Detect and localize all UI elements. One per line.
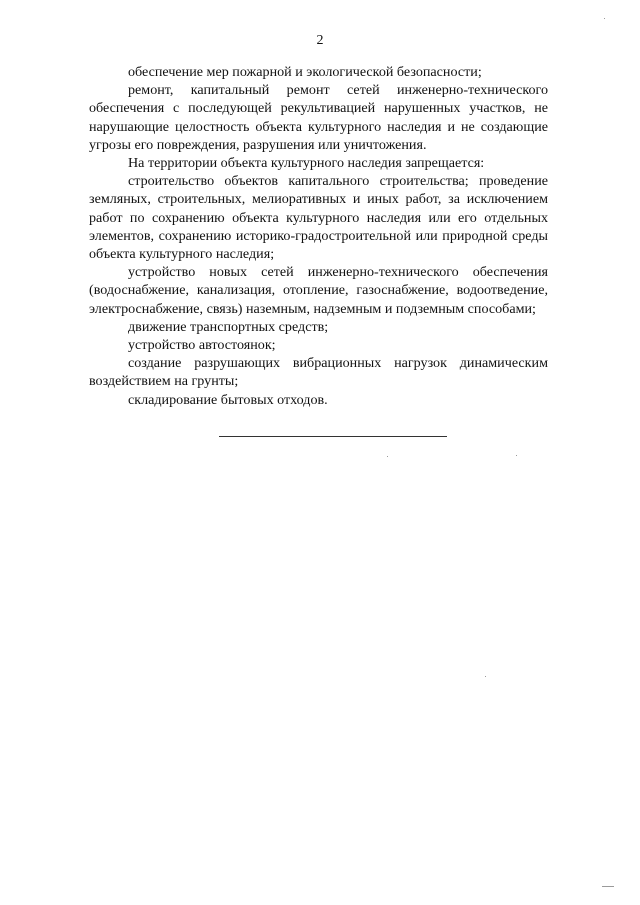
scan-speck bbox=[387, 456, 388, 457]
paragraph-vibration-ban: создание разрушающих вибрационных нагрузок динамическим воздействием на грунты; bbox=[89, 355, 548, 390]
paragraph-waste-storage-ban: складирование бытовых отходов. bbox=[128, 391, 328, 408]
paragraph-prohibitions-heading: На территории объекта культурного наследия запрещается: bbox=[128, 155, 485, 172]
scan-speck bbox=[604, 18, 605, 19]
paragraph-new-networks-ban: устройство новых сетей инженерно-технического обеспечения (водоснабжение, канализация, отопление, газоснабжение, водоотведение, электроснабжение, связь) наземным, надземным и подземным способами; bbox=[89, 264, 548, 317]
scan-speck bbox=[602, 886, 614, 887]
scan-speck bbox=[516, 455, 517, 456]
document-body bbox=[89, 63, 548, 409]
end-of-text-divider bbox=[219, 436, 447, 437]
paragraph-utility-repair: ремонт, капитальный ремонт сетей инженерно-технического обеспечения с последующей рекультивацией нарушенных участков, не нарушающие целостность объекта культурного наследия и не создающие угрозы его повреждения, разрушения или уничтожения. bbox=[89, 82, 548, 153]
page-number: 2 bbox=[316, 33, 324, 48]
paragraph-fire-safety: обеспечение мер пожарной и экологической безопасности; bbox=[128, 64, 482, 80]
paragraph-vehicle-traffic-ban: движение транспортных средств; bbox=[128, 318, 329, 335]
scan-speck bbox=[485, 676, 486, 677]
paragraph-construction-ban: строительство объектов капитального строительства; проведение земляных, строительных, мелиоративных и иных работ, за исключением работ по сохранению объекта культурного наследия или его отдельных элементов, сохранению историко-градостроительной или природной среды объекта культурного наследия; bbox=[89, 173, 548, 263]
paragraph-parking-ban: устройство автостоянок; bbox=[128, 337, 276, 354]
